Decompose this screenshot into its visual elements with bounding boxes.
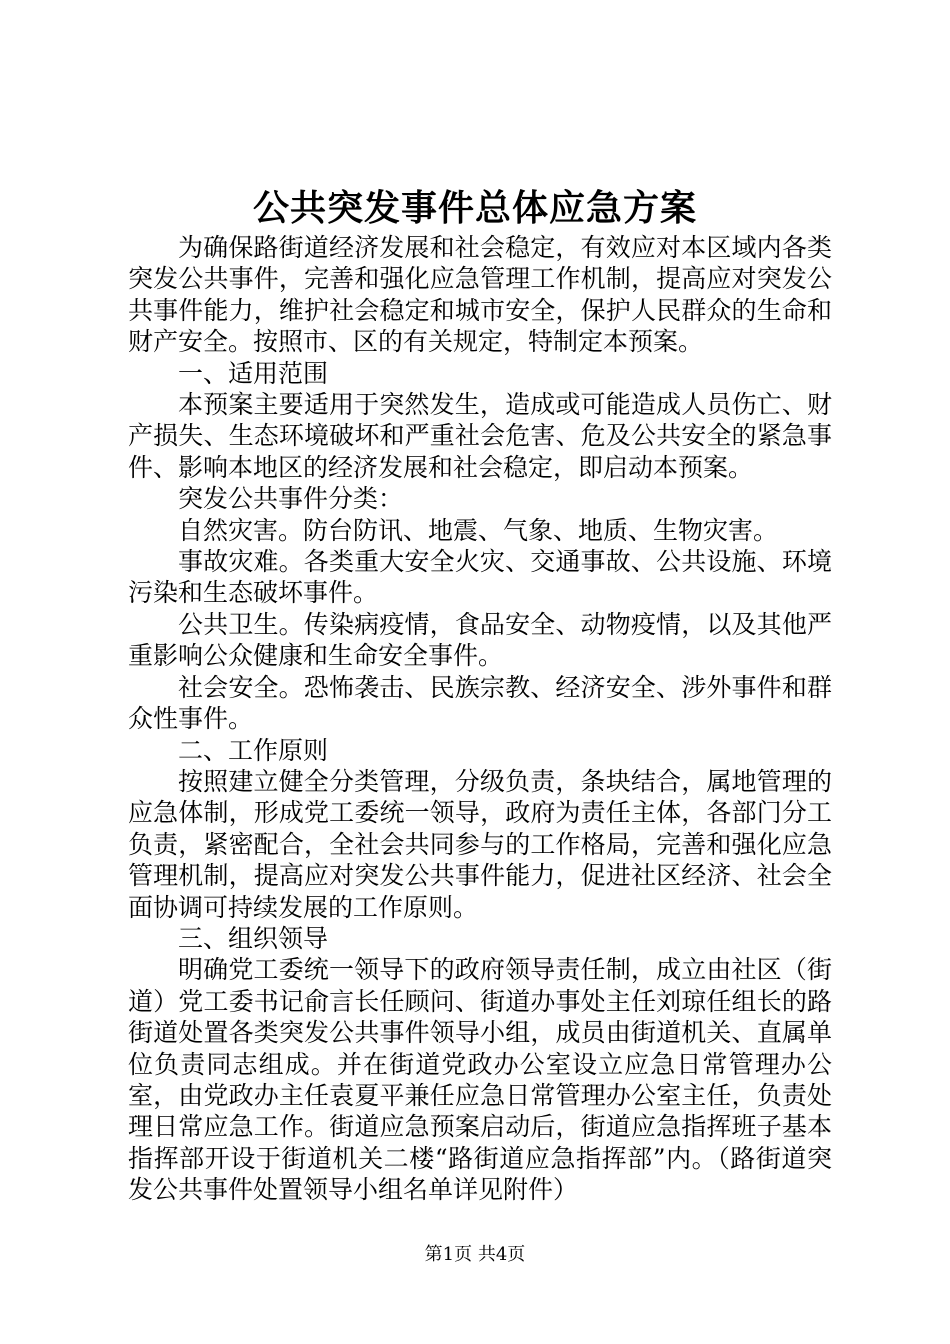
paragraph-public-health: 公共卫生。传染病疫情，食品安全、动物疫情，以及其他严重影响公众健康和生命安全事件。 xyxy=(128,609,832,671)
paragraph-organization: 明确党工委统一领导下的政府领导责任制，成立由社区（街道）党工委书记俞言长任顾问、街道办事处主任刘琼任组长的路街道处置各类突发公共事件领导小组，成员由街道机关、直属单位负责同志组成。并在街道党政办公室设立应急日常管理办公室，由党政办主任袁夏平兼任应急日常管理办公室主任，负责处理日常应急工作。街道应急预案启动后，街道应急指挥班子基本指挥部开设于街道机关二楼“路街道应急指挥部”内。（路街道突发公共事件处置领导小组名单详见附件） xyxy=(128,955,832,1205)
page-number-footer: 第1页 共4页 xyxy=(424,1244,526,1265)
section-heading-scope: 一、适用范围 xyxy=(178,358,329,388)
paragraph-classification-heading: 突发公共事件分类： xyxy=(178,484,404,514)
paragraph-intro: 为确保路街道经济发展和社会稳定，有效应对本区域内各类突发公共事件，完善和强化应急管理工作机制，提高应对突发公共事件能力，维护社会稳定和城市安全，保护人民群众的生命和财产安全。按照市、区的有关规定，特制定本预案。 xyxy=(128,233,832,357)
document-body xyxy=(128,232,832,1206)
paragraph-principles: 按照建立健全分类管理，分级负责，条块结合，属地管理的应急体制，形成党工委统一领导，政府为责任主体，各部门分工负责，紧密配合，全社会共同参与的工作格局，完善和强化应急管理机制，提高应对突发公共事件能力，促进社区经济、社会全面协调可持续发展的工作原则。 xyxy=(128,766,832,922)
paragraph-scope: 本预案主要适用于突然发生，造成或可能造成人员伤亡、财产损失、生态环境破坏和严重社会危害、危及公共安全的紧急事件、影响本地区的经济发展和社会稳定，即启动本预案。 xyxy=(128,390,832,482)
section-heading-principles: 二、工作原则 xyxy=(178,735,329,765)
paragraph-natural-disaster: 自然灾害。防台防讯、地震、气象、地质、生物灾害。 xyxy=(178,515,779,545)
document-title: 公共突发事件总体应急方案 xyxy=(252,187,697,229)
section-heading-organization: 三、组织领导 xyxy=(178,923,329,953)
paragraph-social-security: 社会安全。恐怖袭击、民族宗教、经济安全、涉外事件和群众性事件。 xyxy=(128,672,832,734)
paragraph-accident-disaster: 事故灾难。各类重大安全火灾、交通事故、公共设施、环境污染和生态破坏事件。 xyxy=(128,547,832,608)
